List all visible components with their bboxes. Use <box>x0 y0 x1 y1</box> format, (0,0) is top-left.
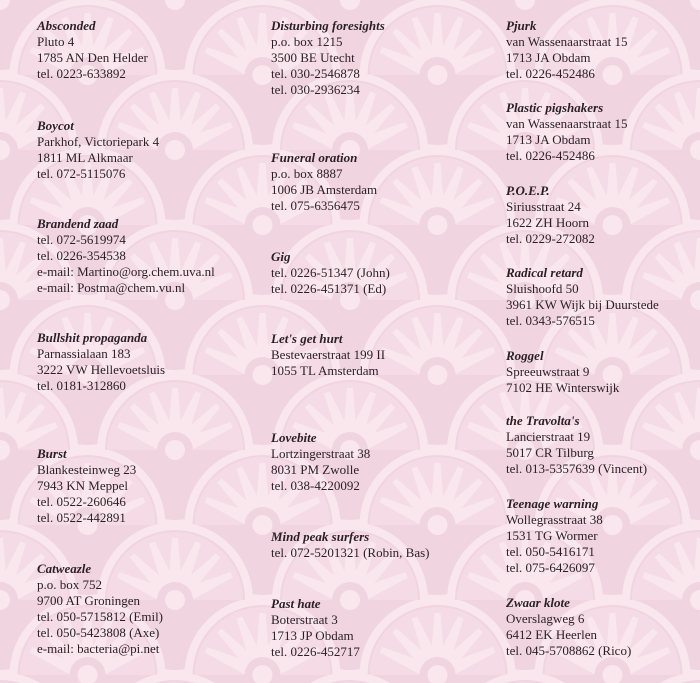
contact-line: e-mail: Postma@chem.vu.nl <box>37 280 186 295</box>
contact-line: Blankesteinweg 23 <box>37 462 137 477</box>
band-name: Plastic pigshakers <box>506 100 604 115</box>
contact-line: e-mail: Martino@org.chem.uva.nl <box>37 264 215 279</box>
contact-line: tel. 050-5416171 <box>506 544 595 559</box>
contact-line: 5017 CR Tilburg <box>506 445 594 460</box>
band-name: Burst <box>37 446 67 461</box>
band-entry <box>506 348 700 396</box>
band-entry <box>271 150 501 214</box>
contact-line: Spreeuwstraat 9 <box>506 364 590 379</box>
contact-line: van Wassenaarstraat 15 <box>506 34 628 49</box>
contact-line: tel. 0181-312860 <box>37 378 126 393</box>
contact-line: tel. 0226-354538 <box>37 248 126 263</box>
contact-line: tel. 050-5715812 (Emil) <box>37 609 164 624</box>
band-name: Boycot <box>37 118 74 133</box>
contact-line: p.o. box 752 <box>37 577 102 592</box>
contact-line: tel. 050-5423808 (Axe) <box>37 625 160 640</box>
band-name: Roggel <box>506 348 544 363</box>
contact-line: p.o. box 8887 <box>271 166 343 181</box>
contact-line: Boterstraat 3 <box>271 612 338 627</box>
band-name: Funeral oration <box>271 150 358 165</box>
band-entry <box>37 330 267 394</box>
contact-line: tel. 072-5115076 <box>37 166 126 181</box>
band-name: Zwaar klote <box>506 595 570 610</box>
contact-line: Sluishoofd 50 <box>506 281 579 296</box>
contact-line: tel. 0343-576515 <box>506 313 595 328</box>
band-name: Let's get hurt <box>271 331 343 346</box>
band-entry <box>506 18 700 82</box>
contact-line: van Wassenaarstraat 15 <box>506 116 628 131</box>
contact-line: tel. 0226-51347 (John) <box>271 265 390 280</box>
band-name: Pjurk <box>506 18 537 33</box>
band-entry <box>271 529 501 561</box>
contact-line: 1531 TG Wormer <box>506 528 598 543</box>
contact-line: tel. 038-4220092 <box>271 478 360 493</box>
contact-line: 7102 HE Winterswijk <box>506 380 620 395</box>
contact-line: 1006 JB Amsterdam <box>271 182 378 197</box>
contact-line: Bestevaerstraat 199 II <box>271 347 386 362</box>
band-entry <box>37 18 267 82</box>
contact-line: Wollegrasstraat 38 <box>506 512 603 527</box>
band-name: P.O.E.P. <box>506 183 550 198</box>
contact-line: 1713 JA Obdam <box>506 50 591 65</box>
band-entry <box>506 100 700 164</box>
band-entry <box>37 216 267 296</box>
band-entry <box>37 561 267 657</box>
band-name: Past hate <box>271 596 321 611</box>
contact-line: 9700 AT Groningen <box>37 593 141 608</box>
band-name: Gig <box>271 249 291 264</box>
contact-line: tel. 0223-633892 <box>37 66 126 81</box>
band-entry <box>271 430 501 494</box>
contact-line: tel. 0522-442891 <box>37 510 126 525</box>
band-name: the Travolta's <box>506 413 580 428</box>
band-name: Disturbing foresights <box>271 18 385 33</box>
band-entry <box>506 183 700 247</box>
contact-line: tel. 0226-452717 <box>271 644 360 659</box>
band-entry <box>37 446 267 526</box>
contact-line: tel. 075-6356475 <box>271 198 360 213</box>
band-name: Radical retard <box>506 265 583 280</box>
contact-line: Overslagweg 6 <box>506 611 585 626</box>
contact-line: tel. 0522-260646 <box>37 494 126 509</box>
contact-line: 3500 BE Utecht <box>271 50 355 65</box>
contact-line: p.o. box 1215 <box>271 34 343 49</box>
contact-line: 3222 VW Hellevoetsluis <box>37 362 166 377</box>
band-entry <box>506 496 700 576</box>
contact-line: 1055 TL Amsterdam <box>271 363 379 378</box>
contact-line: tel. 072-5201321 (Robin, Bas) <box>271 545 430 560</box>
band-name: Brandend zaad <box>37 216 119 231</box>
contact-line: tel. 013-5357639 (Vincent) <box>506 461 648 476</box>
band-name: Mind peak surfers <box>271 529 370 544</box>
contact-line: 6412 EK Heerlen <box>506 627 597 642</box>
band-name: Absconded <box>37 18 96 33</box>
band-entry <box>271 331 501 379</box>
band-name: Bullshit propaganda <box>37 330 148 345</box>
band-entry <box>506 265 700 329</box>
contact-line: tel. 072-5619974 <box>37 232 126 247</box>
band-entry <box>506 413 700 477</box>
contact-line: Pluto 4 <box>37 34 75 49</box>
contact-line: Lancierstraat 19 <box>506 429 591 444</box>
contact-line: tel. 0229-272082 <box>506 231 595 246</box>
band-entry <box>271 596 501 660</box>
contact-line: 3961 KW Wijk bij Duurstede <box>506 297 659 312</box>
contact-line: Parnassialaan 183 <box>37 346 131 361</box>
contact-line: Siriusstraat 24 <box>506 199 581 214</box>
contact-line: Lortzingerstraat 38 <box>271 446 371 461</box>
band-entry <box>37 118 267 182</box>
band-entry <box>271 249 501 297</box>
contact-line: Parkhof, Victoriepark 4 <box>37 134 160 149</box>
contact-line: 1713 JP Obdam <box>271 628 354 643</box>
contact-line: tel. 0226-452486 <box>506 148 595 163</box>
band-entry <box>506 595 700 659</box>
contact-line: 1785 AN Den Helder <box>37 50 148 65</box>
contact-line: tel. 0226-451371 (Ed) <box>271 281 387 296</box>
contact-line: 1713 JA Obdam <box>506 132 591 147</box>
band-name: Lovebite <box>271 430 317 445</box>
contact-line: tel. 045-5708862 (Rico) <box>506 643 632 658</box>
contact-line: 7943 KN Meppel <box>37 478 128 493</box>
contact-line: tel. 030-2936234 <box>271 82 360 97</box>
contact-line: 1622 ZH Hoorn <box>506 215 590 230</box>
contact-line: tel. 075-6426097 <box>506 560 595 575</box>
contact-line: tel. 0226-452486 <box>506 66 595 81</box>
contact-line: 1811 ML Alkmaar <box>37 150 133 165</box>
band-name: Teenage warning <box>506 496 599 511</box>
band-name: Catweazle <box>37 561 92 576</box>
band-entry <box>271 18 501 98</box>
contact-line: tel. 030-2546878 <box>271 66 360 81</box>
contact-line: e-mail: bacteria@pi.net <box>37 641 160 656</box>
contact-line: 8031 PM Zwolle <box>271 462 360 477</box>
